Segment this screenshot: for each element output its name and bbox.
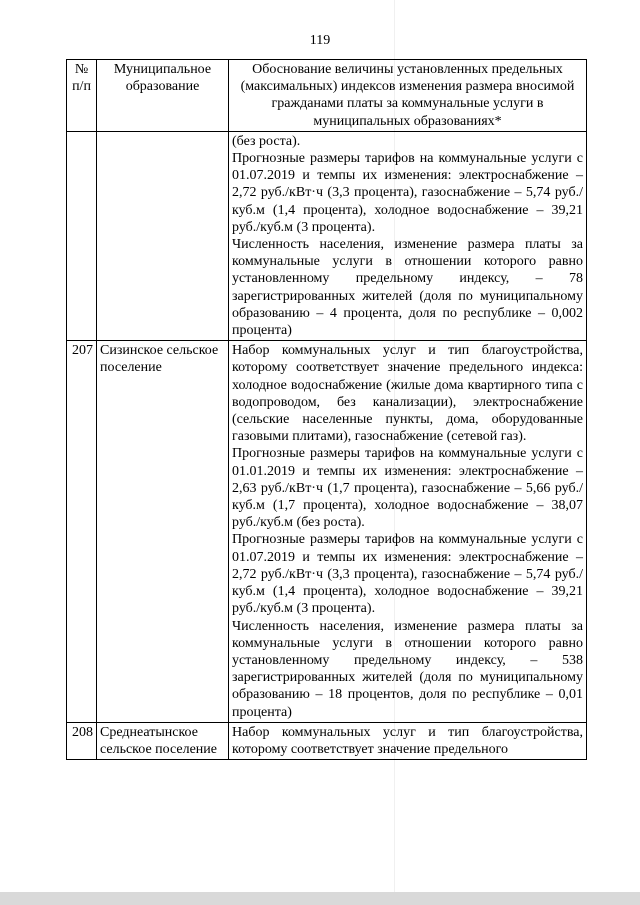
row-municipality: [97, 131, 229, 340]
row-municipality: Сизинское сельское поселение: [97, 341, 229, 722]
justification-paragraph: Прогнозные размеры тарифов на коммунальные услуги с 01.07.2019 и темпы их изменения: электроснабжение – 2,72 руб./кВт·ч (3,3 процента), газоснабжение – 5,74 руб./куб.м (1,4 процента), холодное водоснабжение – 39,21 руб./куб.м (3 процента).: [232, 532, 583, 617]
row-justification: [229, 722, 587, 759]
row-num: 208: [67, 722, 97, 759]
row-num: [67, 131, 97, 340]
page-number: 119: [309, 33, 331, 48]
justification-paragraph: Численность населения, изменение размера платы за коммунальные услуги в отношении которого равно установленному предельному индексу, – 78 зарегистрированных жителей (доля по муниципальному образованию – 4 процента, доля по республике – 0,002 процента): [232, 237, 583, 339]
justification-paragraph: Прогнозные размеры тарифов на коммунальные услуги с 01.07.2019 и темпы их изменения: электроснабжение – 2,72 руб./кВт·ч (3,3 процента), газоснабжение – 5,74 руб./куб.м (1,4 процента), холодное водоснабжение – 39,21 руб./куб.м (3 процента).: [232, 151, 583, 235]
row-justification: [229, 341, 587, 722]
tariff-justification-table: [66, 59, 587, 760]
justification-paragraph: Набор коммунальных услуг и тип благоустройства, которому соответствует значение предельного индекса: холодное водоснабжение (жилые дома квартирного типа с водопроводом, без канализации), электроснабжение (сельские населенные пункты, дома, оборудованные газовыми плитами), газоснабжение (сетевой газ).: [232, 343, 583, 445]
table-row: [67, 131, 587, 340]
table-header-row: [67, 60, 587, 132]
justification-paragraph: Численность населения, изменение размера платы за коммунальные услуги в отношении которого равно установленному предельному индексу, – 538 зарегистрированных жителей (доля по муниципальному образованию – 18 процентов, доля по республике – 0,01 процента): [232, 618, 583, 720]
row-municipality: Среднеатынское сельское поселение: [97, 722, 229, 759]
row-num: 207: [67, 341, 97, 722]
justification-paragraph: Прогнозные размеры тарифов на коммунальные услуги с 01.01.2019 и темпы их изменения: электроснабжение – 2,63 руб./кВт·ч (1,7 процента), газоснабжение – 5,66 руб./куб.м (1,7 процента), холодное водоснабжение – 38,07 руб./куб.м (без роста).: [232, 446, 583, 531]
row-justification: [229, 131, 587, 340]
header-municipality: Муниципальное образование: [97, 60, 229, 132]
justification-paragraph: (без роста).: [232, 133, 301, 149]
table-row: [67, 722, 587, 759]
table-row: [67, 341, 587, 722]
header-justification: Обоснование величины установленных предельных (максимальных) индексов изменения размера вносимой гражданами платы за коммунальные услуги в муниципальных образованиях*: [229, 60, 587, 132]
header-num: № п/п: [67, 60, 97, 132]
scan-bottom-edge: [0, 892, 640, 905]
justification-paragraph: Набор коммунальных услуг и тип благоустройства, которому соответствует значение предельного: [232, 724, 583, 757]
